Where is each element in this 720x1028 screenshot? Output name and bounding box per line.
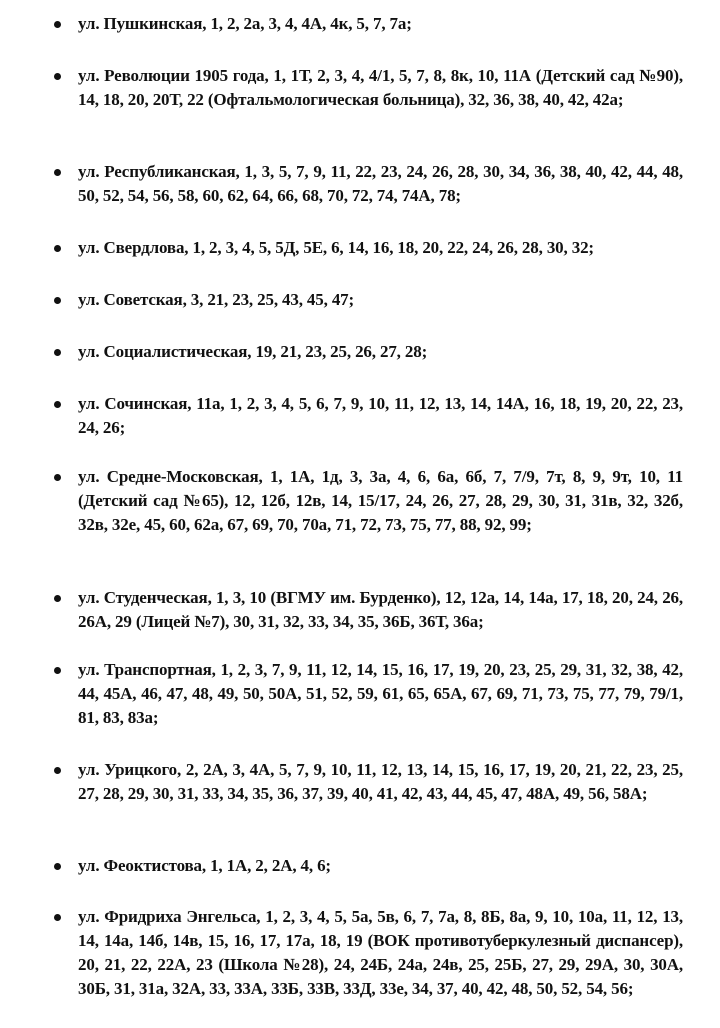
list-item [78,758,683,806]
list-item [78,160,683,208]
street-entry-text: ул. Свердлова, 1, 2, 3, 4, 5, 5Д, 5Е, 6, 14, 16, 18, 20, 22, 24, 26, 28, 30, 32; [78,238,594,257]
bullet-icon [54,595,61,602]
street-entry-text: ул. Урицкого, 2, 2А, 3, 4А, 5, 7, 9, 10, 11, 12, 13, 14, 15, 16, 17, 19, 20, 21, 22, 23, 25, 27, 28, 29, 30, 31, 33, 34, 35, 36, 37, 39, 40, 41, 42, 43, 44, 45, 47, 48А, 49, 56, 58А; [78,760,683,803]
list-item [78,905,683,1001]
street-entry-text: ул. Республиканская, 1, 3, 5, 7, 9, 11, 22, 23, 24, 26, 28, 30, 34, 36, 38, 40, 42, 44, 48, 50, 52, 54, 56, 58, 60, 62, 64, 66, 68, 70, 72, 74, 74А, 78; [78,162,683,205]
list-item [78,465,683,537]
bullet-icon [54,667,61,674]
bullet-icon [54,767,61,774]
bullet-icon [54,21,61,28]
street-entry-text: ул. Феоктистова, 1, 1А, 2, 2А, 4, 6; [78,856,331,875]
bullet-icon [54,863,61,870]
bullet-icon [54,349,61,356]
street-entry-text: ул. Транспортная, 1, 2, 3, 7, 9, 11, 12, 14, 15, 16, 17, 19, 20, 23, 25, 29, 31, 32, 38, 42, 44, 45А, 46, 47, 48, 49, 50, 50А, 51, 52, 59, 61, 65, 65А, 67, 69, 71, 73, 75, 77, 79, 79/1, 81, 83, 83а; [78,660,683,727]
list-item [78,854,683,878]
list-item [78,236,683,260]
list-item [78,288,683,312]
street-entry-text: ул. Пушкинская, 1, 2, 2а, 3, 4, 4А, 4к, 5, 7, 7а; [78,14,412,33]
list-item [78,64,683,112]
list-item [78,392,683,440]
bullet-icon [54,914,61,921]
street-entry-text: ул. Социалистическая, 19, 21, 23, 25, 26, 27, 28; [78,342,428,361]
bullet-icon [54,401,61,408]
bullet-icon [54,169,61,176]
street-entry-text: ул. Средне-Московская, 1, 1А, 1д, 3, 3а, 4, 6, 6а, 6б, 7, 7/9, 7т, 8, 9, 9т, 10, 11 (Детский сад №65), 12, 12б, 12в, 14, 15/17, 24, 26, 27, 28, 29, 30, 31, 31в, 32, 32б, 32в, 32е, 45, 60, 62а, 67, 69, 70, 70а, 71, 72, 73, 75, 77, 88, 92, 99; [78,467,683,534]
list-item [78,658,683,730]
bullet-icon [54,73,61,80]
bullet-icon [54,297,61,304]
bullet-icon [54,474,61,481]
bullet-icon [54,245,61,252]
list-item [78,12,683,36]
street-entry-text: ул. Революции 1905 года, 1, 1Т, 2, 3, 4, 4/1, 5, 7, 8, 8к, 10, 11А (Детский сад №90), 14, 18, 20, 20Т, 22 (Офтальмологическая больница), 32, 36, 38, 40, 42, 42а; [78,66,683,109]
street-entry-text: ул. Советская, 3, 21, 23, 25, 43, 45, 47; [78,290,355,309]
list-item [78,586,683,634]
street-entry-text: ул. Студенческая, 1, 3, 10 (ВГМУ им. Бурденко), 12, 12а, 14, 14а, 17, 18, 20, 24, 26, 26А, 29 (Лицей №7), 30, 31, 32, 33, 34, 35, 36Б, 36Т, 36а; [78,588,683,631]
list-item [78,340,683,364]
street-entry-text: ул. Фридриха Энгельса, 1, 2, 3, 4, 5, 5а, 5в, 6, 7, 7а, 8, 8Б, 8а, 9, 10, 10а, 11, 12, 13, 14, 14а, 14б, 14в, 15, 16, 17, 17а, 18, 19 (ВОК противотуберкулезный диспансер), 20, 21, 22, 22А, 23 (Школа №28), 24, 24Б, 24а, 24в, 25, 25Б, 27, 29, 29А, 30, 30А, 30Б, 31, 31а, 32А, 33, 33А, 33Б, 33В, 33Д, 33е, 34, 37, 40, 42, 48, 50, 52, 54, 56; [78,907,683,998]
street-entry-text: ул. Сочинская, 11а, 1, 2, 3, 4, 5, 6, 7, 9, 10, 11, 12, 13, 14, 14А, 16, 18, 19, 20, 22, 23, 24, 26; [78,394,683,437]
